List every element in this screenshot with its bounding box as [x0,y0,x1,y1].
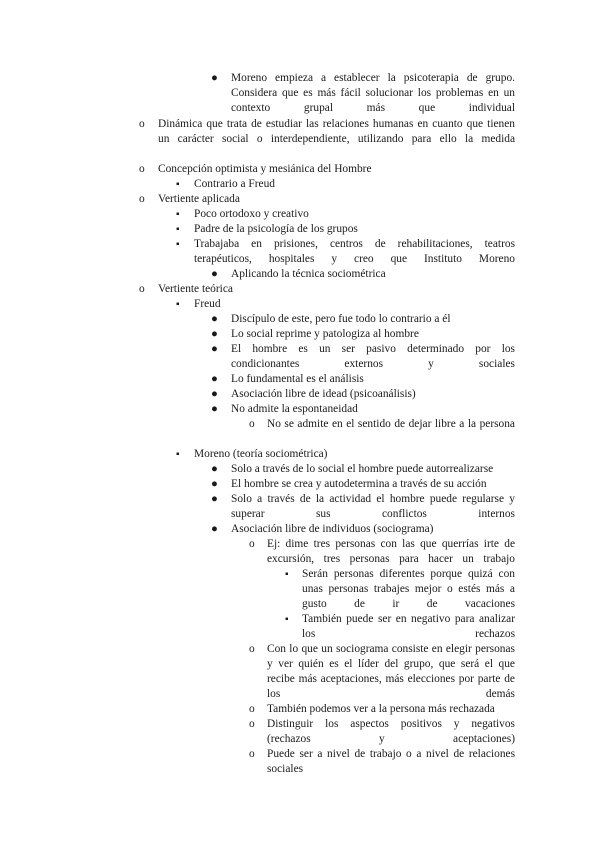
list-item-text: Asociación libre de idead (psicoanálisis) [231,388,416,400]
list-item-text: Moreno empieza a establecer la psicoterapia de grupo. Considera que es más fácil solucionar los problemas en un contexto grupal más que individual [231,72,515,115]
bullet-circle-icon: o [249,418,255,430]
bullet-dot-icon: ● [211,478,218,490]
list-item-text: Vertiente teórica [158,283,233,295]
list-item-text: Padre de la psicología de los grupos [194,223,358,235]
list-item-text: Asociación libre de individuos (sociograma) [231,523,434,535]
bullet-circle-icon: o [249,538,255,550]
list-item-text: El hombre es un ser pasivo determinado por los condicionantes externos y sociales [231,343,515,371]
list-item-text: No se admite en el sentido de dejar libre a la persona [267,418,515,430]
bullet-circle-icon: o [139,283,145,295]
bullet-dot-icon: ● [211,403,218,415]
list-item-text: Trabajaba en prisiones, centros de rehabilitaciones, teatros terapéuticos, hospitales y creo que Instituto Moreno [194,238,515,266]
bullet-dot-icon: ● [211,343,218,355]
list-item-text: Ej: dime tres personas con las que querrías irte de excursión, tres personas para hacer un trabajo [267,538,515,566]
list-item-text: Poco ortodoxo y creativo [194,208,309,220]
bullet-dot-icon: ● [211,463,218,475]
bullet-dot-icon: ● [211,328,218,340]
list-item-text: Lo fundamental es el análisis [231,373,364,385]
bullet-dot-icon: ● [211,388,218,400]
bullet-circle-icon: o [249,703,255,715]
list-item-text: Con lo que un sociograma consiste en elegir personas y ver quién es el líder del grupo, que será el que recibe más aceptaciones, más elecciones por parte de los demás [267,643,515,701]
bullet-dot-icon: ● [211,373,218,385]
list-item-text: Contrario a Freud [194,178,275,190]
bullet-dot-icon: ● [211,268,218,280]
list-item-text: Serán personas diferentes porque quizá con unas personas trabajes mejor o estés más a gusto de ir de vacaciones [302,568,515,611]
list-item-text: Puede ser a nivel de trabajo o a nivel de relaciones sociales [267,748,515,776]
list-item-text: No admite la espontaneidad [231,403,358,415]
list-item-text: Freud [194,298,221,310]
bullet-square-icon: ▪ [285,614,289,625]
bullet-square-icon: ▪ [176,449,180,460]
bullet-circle-icon: o [249,718,255,730]
list-item-text: También podemos ver a la persona más rechazada [267,703,495,715]
list-item-text: Aplicando la técnica sociométrica [231,268,386,280]
list-item-text: Dinámica que trata de estudiar las relaciones humanas en cuanto que tienen un carácter social o interdependiente, utilizando para ello la medida [158,118,515,146]
bullet-square-icon: ▪ [176,224,180,235]
bullet-dot-icon: ● [211,313,218,325]
bullet-circle-icon: o [139,193,145,205]
list-item-text: Vertiente aplicada [158,193,240,205]
list-item-text: Discípulo de este, pero fue todo lo contrario a él [231,313,451,325]
bullet-dot-icon: ● [211,72,218,84]
list-item-text: Distinguir los aspectos positivos y negativos (rechazos y aceptaciones) [267,718,515,746]
bullet-square-icon: ▪ [285,569,289,580]
list-item-text: Concepción optimista y mesiánica del Hombre [158,163,372,175]
list-item-text: Moreno (teoría sociométrica) [194,448,328,460]
bullet-dot-icon: ● [211,493,218,505]
list-item-text: Solo a través de lo social el hombre puede autorrealizarse [231,463,494,475]
list-item-text: Lo social reprime y patologiza al hombre [231,328,419,340]
list-item-text: El hombre se crea y autodetermina a través de su acción [231,478,487,490]
list-item-text: Solo a través de la actividad el hombre puede regularse y superar sus conflictos internos [231,493,515,521]
bullet-square-icon: ▪ [176,179,180,190]
bullet-square-icon: ▪ [176,239,180,250]
bullet-circle-icon: o [249,643,255,655]
bullet-circle-icon: o [249,748,255,760]
list-item-text: También puede ser en negativo para analizar los rechazos [302,613,515,641]
bullet-square-icon: ▪ [176,209,180,220]
bullet-dot-icon: ● [211,523,218,535]
bullet-circle-icon: o [139,118,145,130]
bullet-square-icon: ▪ [176,299,180,310]
bullet-circle-icon: o [139,163,145,175]
